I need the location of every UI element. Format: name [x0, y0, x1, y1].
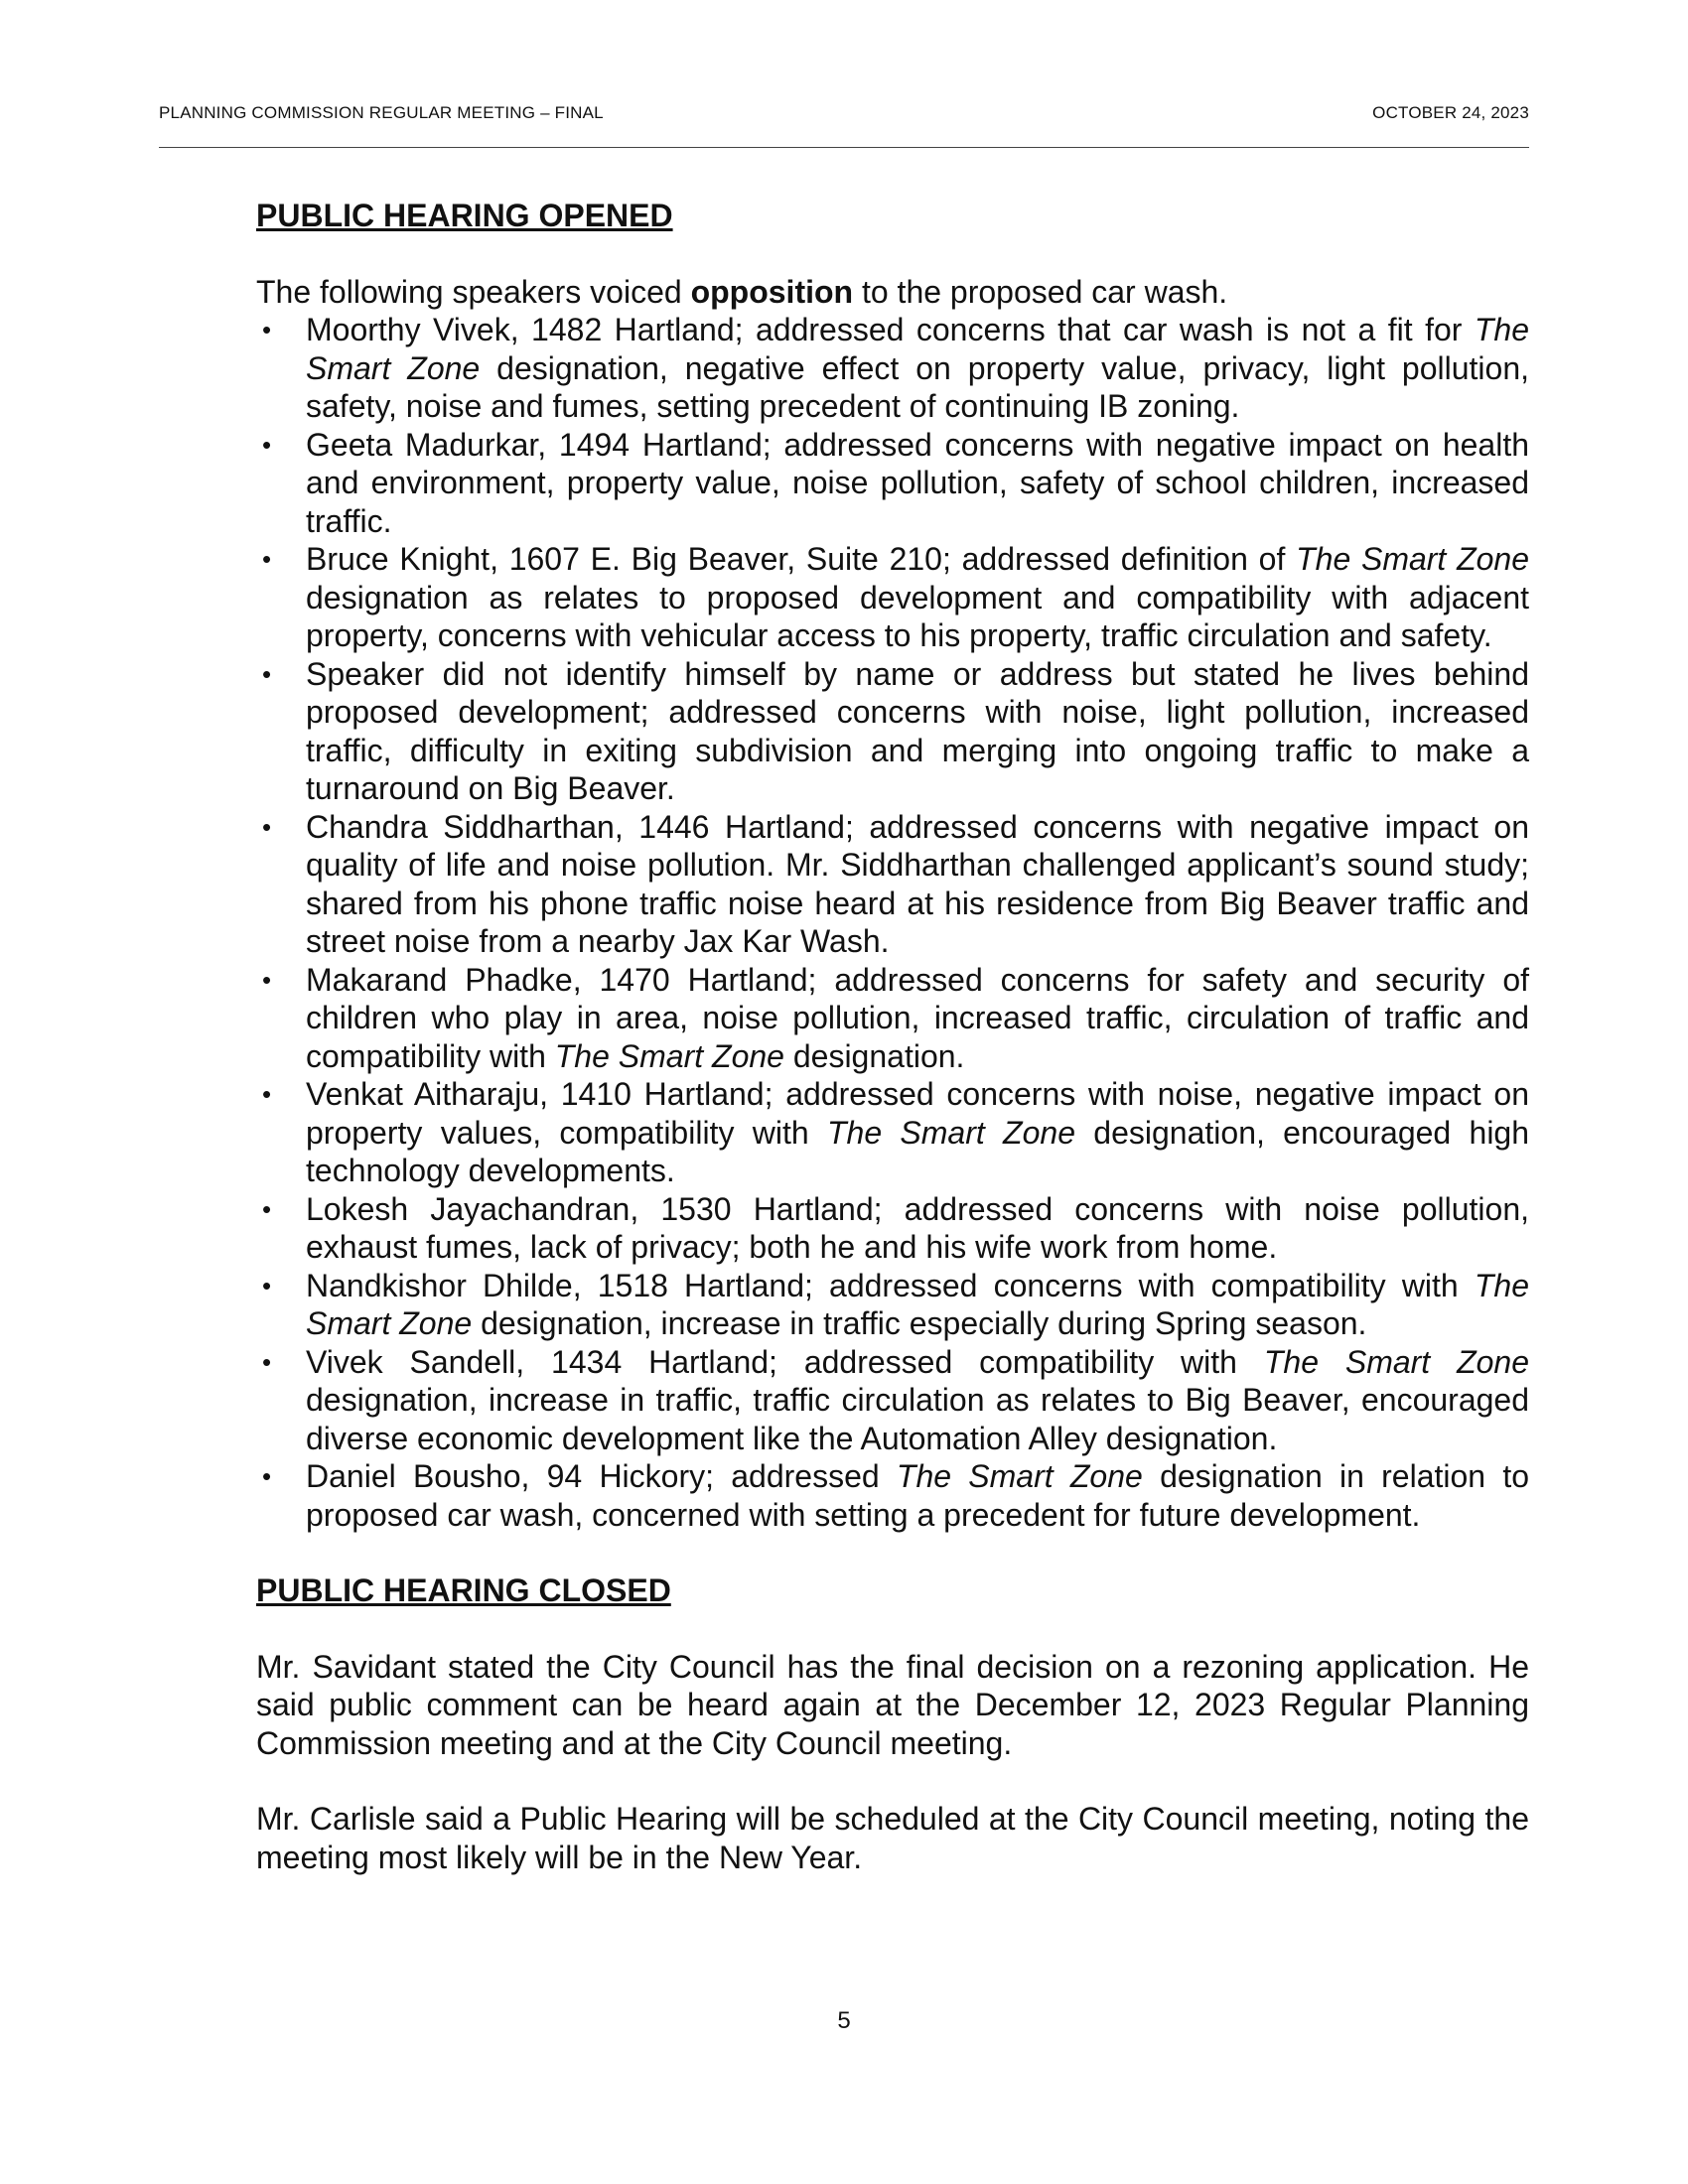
speaker-italic-text: The Smart Zone [306, 312, 1529, 386]
bullet-icon: • [262, 1461, 272, 1491]
speaker-italic-text: The Smart Zone [1296, 541, 1530, 577]
speaker-text: Nandkishor Dhilde, 1518 Hartland; addressed concerns with compatibility with [306, 1267, 1475, 1303]
speaker-text: Vivek Sandell, 1434 Hartland; addressed compatibility with [306, 1343, 1264, 1380]
speaker-list-item [256, 961, 1529, 1076]
speaker-list-item [256, 1343, 1529, 1458]
bullet-icon: • [262, 964, 272, 995]
bullet-icon: • [262, 658, 272, 689]
closing-paragraph-carlisle: Mr. Carlisle said a Public Hearing will be scheduled at the City Council meeting, noting the meeting most likely will be in the New Year. [256, 1801, 1529, 1875]
speaker-list-item [256, 311, 1529, 426]
public-hearing-closed-heading: PUBLIC HEARING CLOSED [256, 1572, 671, 1608]
intro-paragraph [256, 273, 1529, 312]
speaker-text: Chandra Siddharthan, 1446 Hartland; addressed concerns with negative impact on quality of life and noise pollution. Mr. Siddharthan challenged applicant’s sound study; shared from his phone traffic noise heard at his residence from Big Beaver traffic and street noise from a nearby Jax Kar Wash. [306, 808, 1529, 959]
speaker-list-item [256, 1190, 1529, 1267]
bullet-icon: • [262, 315, 272, 344]
speaker-list-item [256, 540, 1529, 655]
speaker-text: designation, encouraged high technology developments. [306, 1114, 1530, 1188]
public-hearing-opened-heading: PUBLIC HEARING OPENED [256, 198, 673, 233]
bullet-icon: • [262, 1270, 272, 1300]
speaker-text: designation in relation to proposed car wash, concerned with setting a precedent for future development. [306, 1458, 1530, 1533]
speaker-list-item [256, 1267, 1529, 1343]
intro-text-before: The following speakers voiced [256, 273, 691, 310]
header-divider [159, 147, 1529, 148]
speaker-text: Lokesh Jayachandran, 1530 Hartland; addressed concerns with noise pollution, exhaust fumes, lack of privacy; both he and his wife work from home. [306, 1190, 1529, 1265]
closing-paragraph-savidant: Mr. Savidant stated the City Council has the final decision on a rezoning application. He said public comment can be heard again at the December 12, 2023 Regular Planning Commission meeting and at the City Council meeting. [256, 1648, 1529, 1761]
speaker-list-item [256, 808, 1529, 961]
bullet-icon: • [262, 429, 272, 460]
speaker-text: Daniel Bousho, 94 Hickory; addressed [306, 1458, 897, 1494]
speaker-list-item [256, 426, 1529, 541]
speaker-text: Geeta Madurkar, 1494 Hartland; addressed concerns with negative impact on health and environment, property value, noise pollution, safety of school children, increased traffic. [306, 426, 1529, 539]
speaker-text: Bruce Knight, 1607 E. Big Beaver, Suite 210; addressed definition of [306, 541, 1297, 577]
speaker-text: designation, negative effect on property value, privacy, light pollution, safety, noise and fumes, setting precedent of continuing IB zoning. [306, 349, 1530, 424]
page-number: 5 [837, 2007, 851, 2034]
speaker-text: designation. [783, 1037, 965, 1074]
page-body [256, 197, 1529, 1876]
speaker-italic-text: The Smart Zone [826, 1114, 1075, 1151]
bullet-icon: • [262, 1346, 272, 1377]
page-header [159, 103, 1529, 123]
speaker-text: Makarand Phadke, 1470 Hartland; addressed concerns for safety and security of children who play in area, noise pollution, increased traffic, circulation of traffic and compatibility with [306, 961, 1529, 1074]
speaker-text: designation, increase in traffic especially during Spring season. [472, 1305, 1367, 1341]
intro-bold-word: opposition [690, 273, 854, 310]
speaker-italic-text: The Smart Zone [306, 1267, 1529, 1341]
speaker-list-item [256, 1457, 1529, 1534]
speaker-list-item [256, 655, 1529, 808]
header-date: OCTOBER 24, 2023 [1372, 103, 1529, 122]
bullet-icon: • [262, 544, 272, 574]
speaker-italic-text: The Smart Zone [1263, 1343, 1530, 1380]
speaker-italic-text: The Smart Zone [554, 1037, 784, 1074]
speaker-text: designation, increase in traffic, traffic circulation as relates to Big Beaver, encouraged diverse economic development like the Automation Alley designation. [306, 1382, 1529, 1456]
speaker-list [256, 311, 1529, 1534]
speaker-text: Moorthy Vivek, 1482 Hartland; addressed concerns that car wash is not a fit for [306, 312, 1475, 347]
bullet-icon: • [262, 811, 272, 842]
speaker-text: designation as relates to proposed development and compatibility with adjacent property, concerns with vehicular access to his property, traffic circulation and safety. [306, 579, 1529, 653]
intro-text-after: to the proposed car wash. [853, 273, 1228, 310]
speaker-list-item [256, 1075, 1529, 1190]
bullet-icon: • [262, 1193, 272, 1224]
speaker-text: Speaker did not identify himself by name or address but stated he lives behind proposed development; addressed concerns with noise, light pollution, increased traffic, difficulty in exiting subdivision and merging into ongoing traffic to make a turnaround on Big Beaver. [306, 655, 1529, 806]
speaker-italic-text: The Smart Zone [896, 1458, 1143, 1494]
bullet-icon: • [262, 1079, 272, 1109]
header-meeting-title: PLANNING COMMISSION REGULAR MEETING – FINAL [159, 103, 604, 122]
speaker-text: Venkat Aitharaju, 1410 Hartland; addressed concerns with noise, negative impact on property values, compatibility with [306, 1076, 1529, 1151]
